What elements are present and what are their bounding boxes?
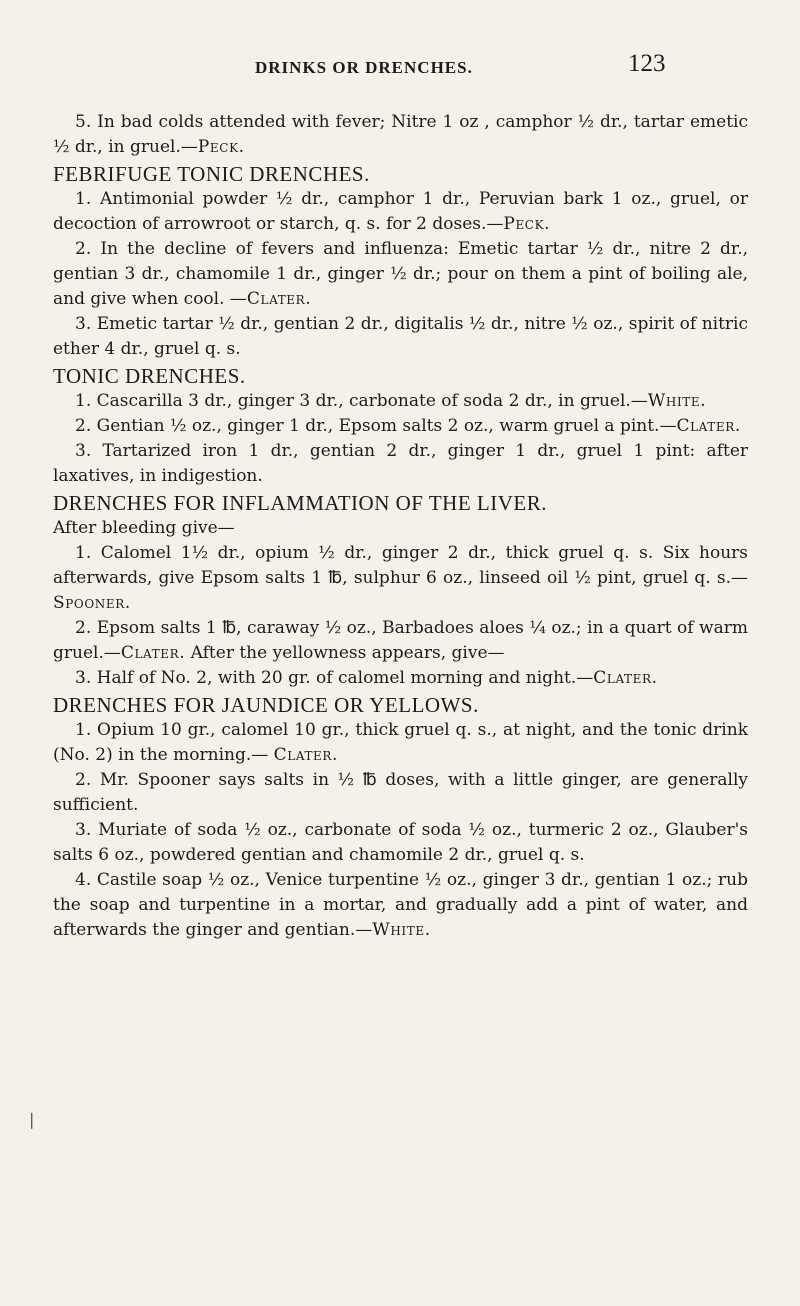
recipe-paragraph: 2. Mr. Spooner says salts in ½ ℔ doses, with a little ginger, are generally sufficient. xyxy=(53,770,748,815)
recipe-paragraph: 1. Antimonial powder ½ dr., camphor 1 dr., Peruvian bark 1 oz., gruel, or decoction of arrowroot or starch, q. s. for 2 doses.—Peck. xyxy=(53,189,748,234)
recipe-paragraph: 5. In bad colds attended with fever; Nitre 1 oz , camphor ½ dr., tartar emetic ½ dr., in gruel.—Peck. xyxy=(53,112,748,157)
recipe-paragraph: 3. Muriate of soda ½ oz., carbonate of soda ½ oz., turmeric 2 oz., Glauber's salts 6 oz., powdered gentian and chamomile 2 dr., gruel q. s. xyxy=(53,820,748,865)
author-credit: Clater. xyxy=(273,745,339,765)
section-intro: After bleeding give— xyxy=(53,518,235,538)
author-credit: Peck. xyxy=(503,214,551,234)
ink-blot-mark: ❘ xyxy=(25,1110,39,1129)
recipe-paragraph: 3. Tartarized iron 1 dr., gentian 2 dr., ginger 1 dr., gruel 1 pint: after laxatives, in indigestion. xyxy=(53,441,748,486)
recipe-paragraph: 1. Calomel 1½ dr., opium ½ dr., ginger 2 dr., thick gruel q. s. Six hours afterwards, give Epsom salts 1 ℔, sulphur 6 oz., linseed oil ½ pint, gruel q. s.—Spooner. xyxy=(53,543,748,613)
recipe-paragraph: 2. In the decline of fevers and influenza: Emetic tartar ½ dr., nitre 2 dr., gentian 3 dr., chamomile 1 dr., ginger ½ dr.; pour on them a pint of boiling ale, and give when cool. —Clater. xyxy=(53,239,748,309)
section-heading: DRENCHES FOR JAUNDICE OR YELLOWS. xyxy=(53,693,479,717)
author-credit: Clater. xyxy=(120,643,186,663)
author-credit: Clater. xyxy=(593,668,658,688)
author-credit: Peck. xyxy=(197,137,245,157)
running-title: DRINKS OR DRENCHES. xyxy=(255,58,473,77)
author-credit: Clater. xyxy=(676,416,741,436)
recipe-paragraph: 1. Opium 10 gr., calomel 10 gr., thick gruel q. s., at night, and the tonic drink (No. 2) in the morning.— Clater. xyxy=(53,720,748,765)
section-heading: FEBRIFUGE TONIC DRENCHES. xyxy=(53,162,370,186)
section-heading: TONIC DRENCHES. xyxy=(53,364,246,388)
recipe-paragraph: 3. Half of No. 2, with 20 gr. of calomel morning and night.—Clater. xyxy=(75,668,658,688)
recipe-paragraph: 4. Castile soap ½ oz., Venice turpentine ½ oz., ginger 3 dr., gentian 1 oz.; rub the soap and turpentine in a mortar, and gradually add a pint of water, and afterwards the ginger and gentian.—White. xyxy=(53,870,748,940)
recipe-paragraph: 2. Epsom salts 1 ℔, caraway ½ oz., Barbadoes aloes ¼ oz.; in a quart of warm gruel.—Clater. After the yellowness appears, give— xyxy=(53,618,748,663)
recipe-paragraph: 3. Emetic tartar ½ dr., gentian 2 dr., digitalis ½ dr., nitre ½ oz., spirit of nitric ether 4 dr., gruel q. s. xyxy=(53,314,748,359)
section-heading: DRENCHES FOR INFLAMMATION OF THE LIVER. xyxy=(53,491,547,515)
page-body xyxy=(53,110,748,943)
author-credit: White. xyxy=(372,920,431,940)
recipe-paragraph: 2. Gentian ½ oz., ginger 1 dr., Epsom salts 2 oz., warm gruel a pint.—Clater. xyxy=(75,416,741,436)
page-number: 123 xyxy=(628,50,666,77)
author-credit: Clater. xyxy=(246,289,312,309)
author-credit: White. xyxy=(647,391,707,411)
recipe-paragraph: 1. Cascarilla 3 dr., ginger 3 dr., carbonate of soda 2 dr., in gruel.—White. xyxy=(75,391,707,411)
author-credit: Spooner. xyxy=(53,593,131,613)
